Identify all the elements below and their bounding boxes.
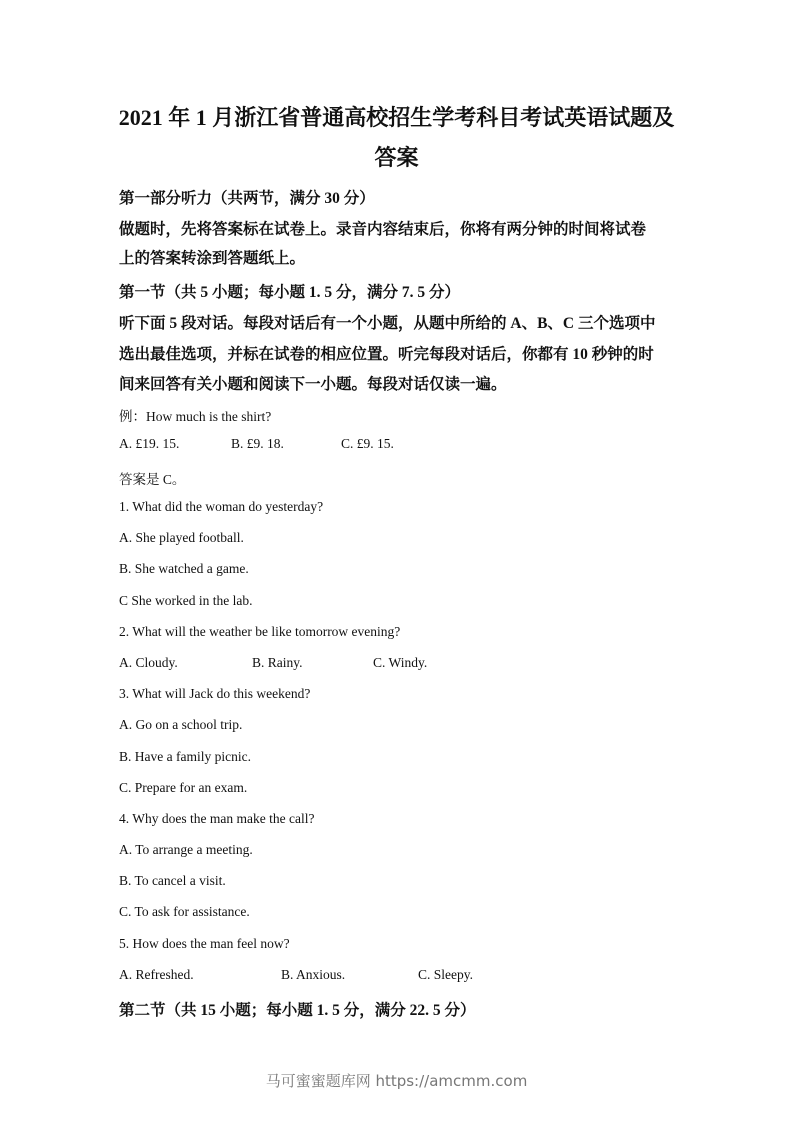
- instructions-line-1: 做题时，先将答案标在试卷上。录音内容结束后，你将有两分钟的时间将试卷: [119, 221, 647, 238]
- question-1-option-a: A. She played football.: [119, 530, 244, 545]
- question-3-option-b: B. Have a family picnic.: [119, 749, 251, 764]
- question-5-option-a: A. Refreshed.: [119, 967, 194, 982]
- example-option-b: B. £9. 18.: [231, 436, 284, 451]
- question-2-option-b: B. Rainy.: [252, 655, 303, 670]
- question-5-option-b: B. Anxious.: [281, 967, 346, 982]
- instructions-line-2: 上的答案转涂到答题纸上。: [119, 250, 306, 267]
- question-1-option-b: B. She watched a game.: [119, 561, 249, 576]
- document-title-line-2: 答案: [374, 145, 419, 170]
- question-3: 3. What will Jack do this weekend?: [119, 686, 311, 701]
- document-title-line-1: 2021 年 1 月浙江省普通高校招生学考科目考试英语试题及: [118, 105, 675, 130]
- example-question: 例：How much is the shirt?: [119, 409, 272, 424]
- section2-heading: 第二节（共 15 小题；每小题 1. 5 分，满分 22. 5 分）: [119, 1002, 476, 1019]
- question-4: 4. Why does the man make the call?: [119, 811, 315, 826]
- section1-instructions-line-3: 间来回答有关小题和阅读下一小题。每段对话仅读一遍。: [119, 376, 507, 393]
- question-3-option-c: C. Prepare for an exam.: [119, 780, 248, 795]
- example-option-c: C. £9. 15.: [341, 436, 394, 451]
- question-2-option-c: C. Windy.: [373, 655, 428, 670]
- question-4-option-b: B. To cancel a visit.: [119, 873, 226, 888]
- question-1: 1. What did the woman do yesterday?: [119, 499, 324, 514]
- question-1-option-c: C She worked in the lab.: [119, 593, 253, 608]
- example-option-a: A. £19. 15.: [119, 436, 180, 451]
- question-3-option-a: A. Go on a school trip.: [119, 717, 243, 732]
- question-2-option-a: A. Cloudy.: [119, 655, 178, 670]
- question-5-option-c: C. Sleepy.: [418, 967, 473, 982]
- question-4-option-c: C. To ask for assistance.: [119, 904, 250, 919]
- part1-heading: 第一部分听力（共两节，满分 30 分）: [119, 190, 375, 207]
- footer-watermark: 马可蜜蜜题库网 https://amcmm.com: [265, 1072, 528, 1090]
- example-answer: 答案是 C。: [119, 472, 186, 487]
- question-4-option-a: A. To arrange a meeting.: [119, 842, 253, 857]
- section1-instructions-line-1: 听下面 5 段对话。每段对话后有一个小题，从题中所给的 A、B、C 三个选项中: [119, 315, 656, 332]
- section1-heading: 第一节（共 5 小题；每小题 1. 5 分，满分 7. 5 分）: [119, 284, 461, 301]
- question-5: 5. How does the man feel now?: [119, 936, 290, 951]
- question-2: 2. What will the weather be like tomorrow evening?: [119, 624, 401, 639]
- section1-instructions-line-2: 选出最佳选项，并标在试卷的相应位置。听完每段对话后，你都有 10 秒钟的时: [119, 346, 654, 363]
